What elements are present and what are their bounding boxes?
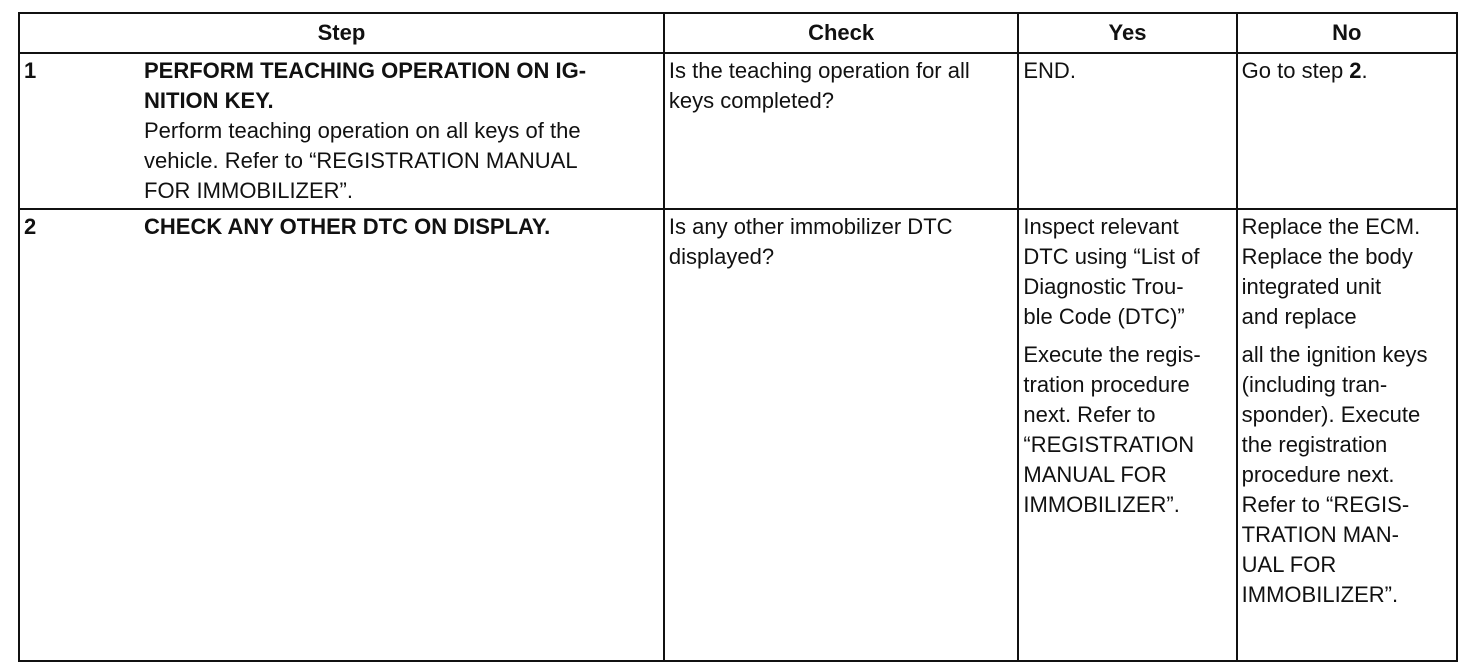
table-row <box>19 53 1457 209</box>
step-title: CHECK ANY OTHER DTC ON DISPLAY. <box>144 214 551 239</box>
no-text-suffix: . <box>1361 58 1368 83</box>
no-cell <box>1237 53 1457 209</box>
step-cell <box>19 53 664 209</box>
table-row <box>19 209 1457 661</box>
diagnostic-procedure-table <box>18 12 1458 662</box>
no-text: all the ignition keys (including tran- sponder). Execute the registration procedure next. Refer to “REGIS- TRATION MAN- UAL FOR IMMOBILIZER”. <box>1241 342 1428 607</box>
step-detail: Perform teaching operation on all keys of the vehicle. Refer to “REGISTRATION MANUAL FOR IMMOBILIZER”. <box>144 118 581 203</box>
no-step-reference: 2 <box>1349 58 1362 83</box>
step-cell <box>19 209 664 661</box>
header-check: Check <box>664 13 1018 53</box>
step-title: PERFORM TEACHING OPERATION ON IG- NITION KEY. <box>144 58 587 113</box>
header-step: Step <box>19 13 664 53</box>
yes-text: Inspect relevant DTC using “List of Diagnostic Trou- ble Code (DTC)” <box>1023 214 1200 329</box>
check-cell: Is the teaching operation for all keys completed? <box>664 53 1018 209</box>
step-number: 1 <box>24 58 37 83</box>
yes-text: Execute the regis- tration procedure next. Refer to “REGISTRATION MANUAL FOR IMMOBILIZER”. <box>1023 342 1201 517</box>
step-number: 2 <box>24 214 37 239</box>
diagnostic-procedure-sheet <box>18 12 1458 664</box>
no-cell <box>1237 209 1457 661</box>
table-header-row <box>19 13 1457 53</box>
yes-cell <box>1018 209 1236 661</box>
yes-text: END. <box>1023 58 1076 83</box>
check-cell: Is any other immobilizer DTC displayed? <box>664 209 1018 661</box>
header-yes: Yes <box>1018 13 1236 53</box>
yes-cell <box>1018 53 1236 209</box>
no-text-prefix: Go to step <box>1241 58 1350 83</box>
header-no: No <box>1237 13 1457 53</box>
no-text: Replace the ECM. Replace the body integrated unit and replace <box>1241 214 1421 329</box>
